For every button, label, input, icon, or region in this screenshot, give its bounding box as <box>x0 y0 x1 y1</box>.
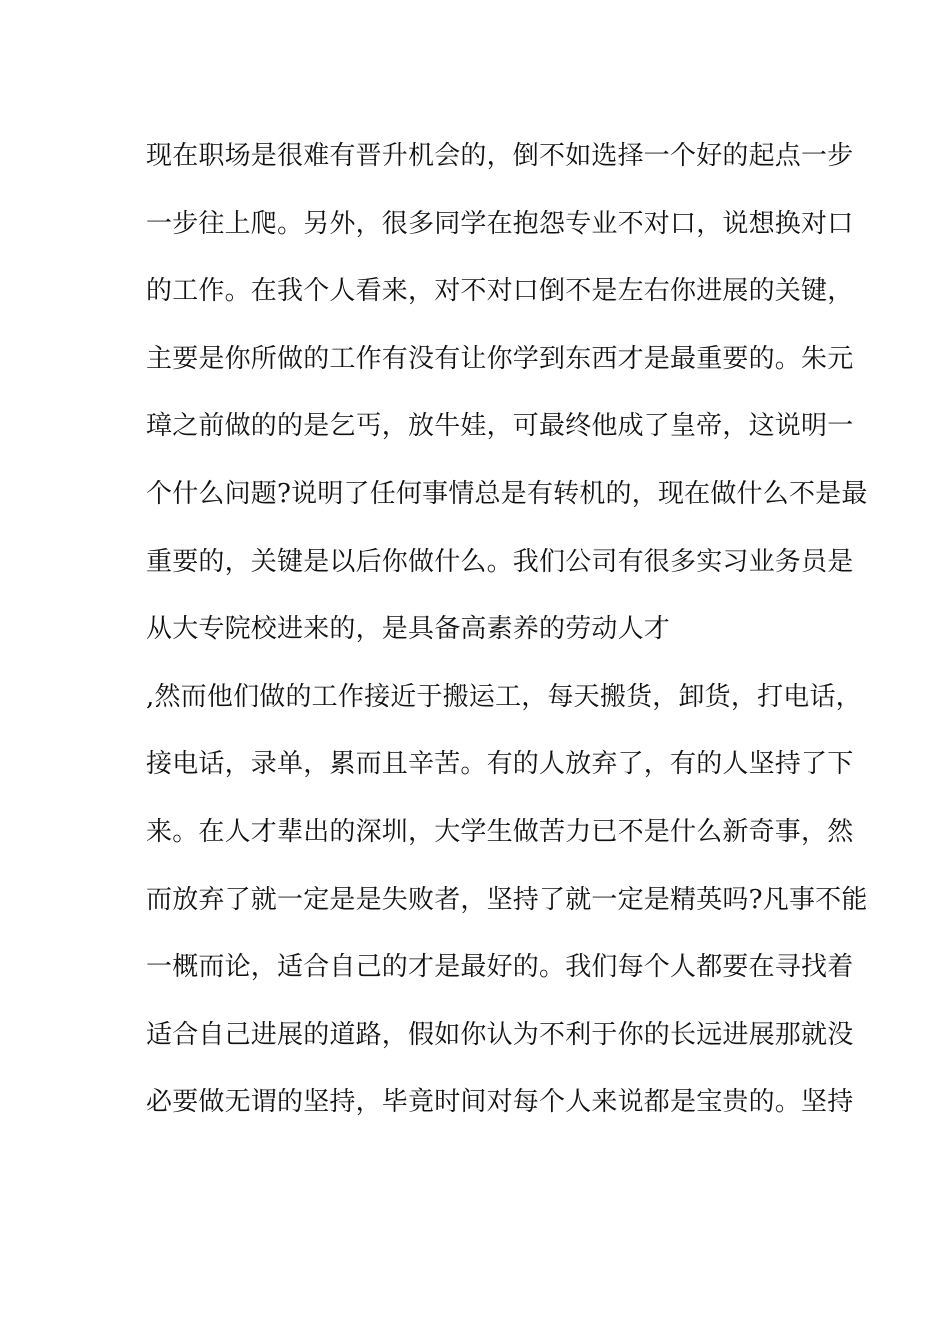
text-line: 一概而论，适合自己的才是最好的。我们每个人都要在寻找着 <box>146 952 854 983</box>
text-line: 适合自己进展的道路，假如你认为不利于你的长远进展那就没 <box>146 1019 854 1050</box>
text-line: 从大专院校进来的，是具备高素养的劳动人才 <box>146 614 671 645</box>
text-line: 个什么问题?说明了任何事情总是有转机的，现在做什么不是最 <box>146 478 868 509</box>
text-line: 来。在人才辈出的深圳，大学生做苦力已不是什么新奇事，然 <box>146 816 854 847</box>
text-line: 璋之前做的的是乞丐，放牛娃，可最终他成了皇帝，这说明一 <box>146 411 854 442</box>
text-line: 接电话，录单，累而且辛苦。有的人放弃了，有的人坚持了下 <box>146 749 854 780</box>
text-line: 重要的，关键是以后你做什么。我们公司有很多实习业务员是 <box>146 546 854 577</box>
text-line: 必要做无谓的坚持，毕竟时间对每个人来说都是宝贵的。坚持 <box>146 1087 854 1118</box>
text-line: ,然而他们做的工作接近于搬运工，每天搬货，卸货，打电话， <box>146 681 862 712</box>
body-text <box>146 131 868 1145</box>
text-line: 一步往上爬。另外，很多同学在抱怨专业不对口，说想换对口 <box>146 208 854 239</box>
text-line: 现在职场是很难有晋升机会的，倒不如选择一个好的起点一步 <box>146 141 854 171</box>
text-line: 而放弃了就一定是是失败者，坚持了就一定是精英吗?凡事不能 <box>146 884 868 915</box>
text-line: 主要是你所做的工作有没有让你学到东西才是最重要的。朱元 <box>146 343 854 374</box>
text-line: 的工作。在我个人看来，对不对口倒不是左右你进展的关键， <box>146 276 854 307</box>
